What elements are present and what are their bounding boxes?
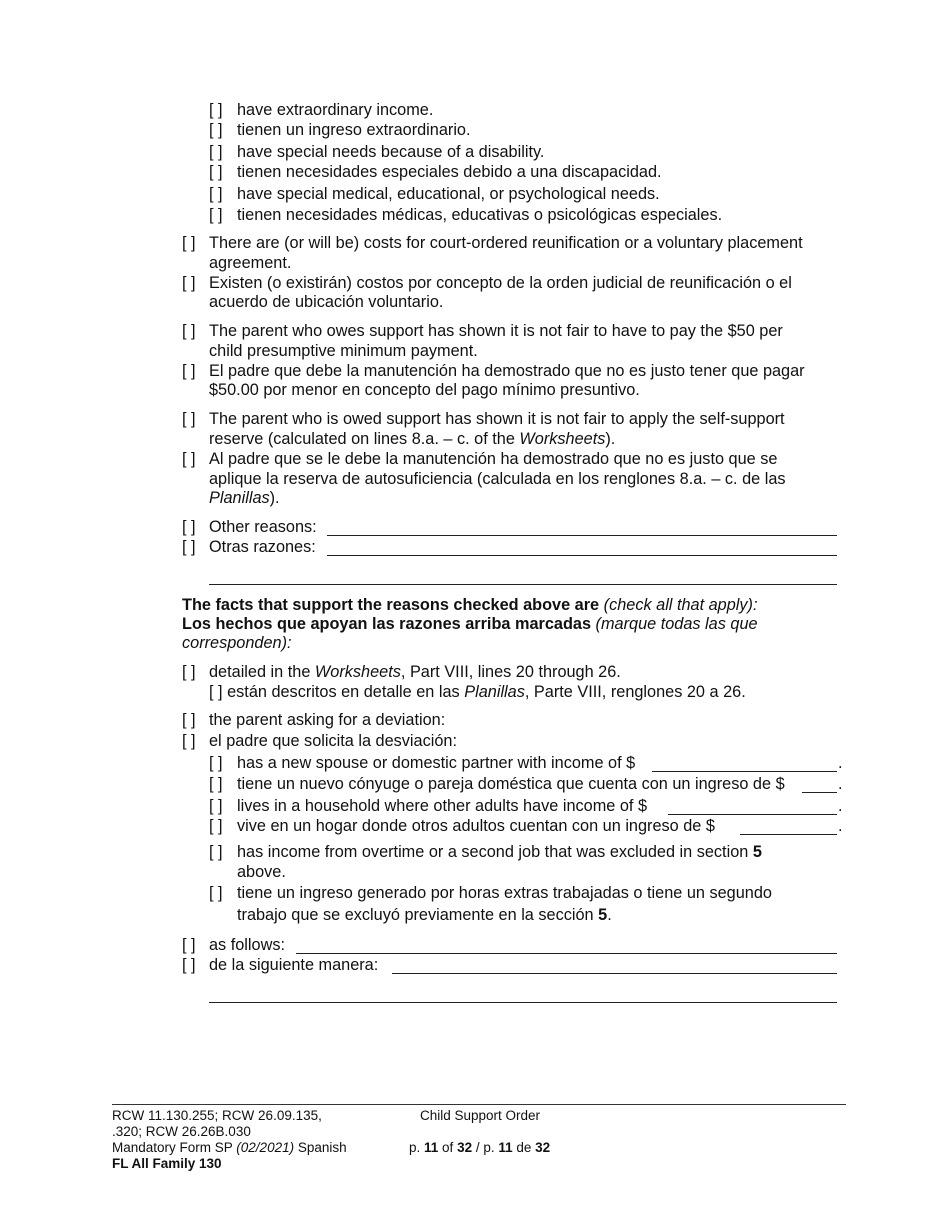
text-segment: 32 bbox=[457, 1140, 473, 1155]
text-segment: , Parte VIII, renglones 20 a 26. bbox=[524, 683, 746, 701]
text-segment: p. bbox=[409, 1140, 425, 1155]
list-item: have extraordinary income. bbox=[237, 101, 434, 119]
checkbox[interactable]: [ ] bbox=[182, 518, 196, 536]
planillas-ref: Planillas bbox=[464, 683, 525, 701]
checkbox[interactable]: [ ] bbox=[182, 322, 196, 340]
spouse-income-field-es[interactable] bbox=[802, 792, 837, 793]
text-segment: Mandatory Form SP bbox=[112, 1140, 237, 1155]
footer-rcw: RCW 11.130.255; RCW 26.09.135, bbox=[112, 1108, 322, 1123]
text-segment: de bbox=[512, 1140, 536, 1155]
checkbox[interactable]: [ ] bbox=[209, 797, 223, 815]
checkbox[interactable]: [ ] bbox=[209, 843, 223, 861]
spouse-income-field-en[interactable] bbox=[652, 771, 837, 772]
text-segment: The facts that support the reasons checked above are bbox=[182, 596, 600, 614]
list-item: have special needs because of a disability. bbox=[237, 143, 545, 161]
self-support-text-es-cont2 bbox=[209, 489, 280, 508]
other-reasons-field[interactable] bbox=[327, 535, 837, 536]
checkbox[interactable]: [ ] bbox=[182, 274, 196, 292]
planillas-ref: Planillas bbox=[209, 489, 270, 507]
minimum-payment-text-en: The parent who owes support has shown it is not fair to have to pay the $50 per bbox=[209, 322, 783, 340]
overtime-text-en-cont: above. bbox=[237, 863, 286, 881]
period: . bbox=[838, 797, 843, 815]
list-item: tienen necesidades médicas, educativas o psicológicas especiales. bbox=[237, 206, 723, 224]
checkbox[interactable]: [ ] bbox=[182, 234, 196, 252]
facts-heading-es-cont: corresponden): bbox=[182, 634, 292, 652]
spouse-income-label-es: tiene un nuevo cónyuge o pareja doméstica que cuenta con un ingreso de $ bbox=[237, 775, 785, 793]
checkbox[interactable]: [ ] bbox=[182, 711, 196, 729]
overtime-text-es-cont bbox=[237, 906, 612, 925]
household-income-field-es[interactable] bbox=[740, 834, 837, 835]
checkbox[interactable]: [ ] bbox=[182, 362, 196, 380]
deviation-text-en: the parent asking for a deviation: bbox=[209, 711, 446, 729]
list-item: have special medical, educational, or psychological needs. bbox=[237, 185, 660, 203]
checkbox[interactable]: [ ] bbox=[182, 410, 196, 428]
checkbox[interactable]: [ ] bbox=[182, 663, 196, 681]
section-number: 5 bbox=[598, 906, 608, 924]
text-segment: / p. bbox=[472, 1140, 499, 1155]
text-segment: , Part VIII, lines 20 through 26. bbox=[400, 663, 621, 681]
checkbox[interactable]: [ ] bbox=[209, 163, 223, 181]
text-segment: (check all that apply): bbox=[603, 596, 758, 614]
checkbox[interactable]: [ ] bbox=[182, 732, 196, 750]
checkbox[interactable]: [ ] bbox=[209, 185, 223, 203]
otras-razones-field[interactable] bbox=[327, 555, 837, 556]
text-segment: Spanish bbox=[294, 1140, 347, 1155]
text-segment: ). bbox=[269, 489, 280, 507]
text-segment: . bbox=[607, 906, 612, 924]
checkbox[interactable]: [ ] bbox=[182, 956, 196, 974]
self-support-text-es-cont: aplique la reserva de autosuficiencia (calculada en los renglones 8.a. – c. de las bbox=[209, 470, 786, 488]
siguiente-manera-label: de la siguiente manera: bbox=[209, 956, 379, 974]
worksheets-text-es bbox=[209, 683, 746, 702]
period: . bbox=[838, 775, 843, 793]
household-income-label-es: vive en un hogar donde otros adultos cuentan con un ingreso de $ bbox=[237, 817, 715, 835]
text-segment: ). bbox=[605, 430, 616, 448]
footer-title: Child Support Order bbox=[420, 1108, 541, 1123]
siguiente-manera-field[interactable] bbox=[392, 973, 837, 974]
self-support-text-en-cont bbox=[209, 430, 615, 449]
form-date: (02/2021) bbox=[236, 1140, 295, 1155]
reunification-text-es: Existen (o existirán) costos por concepto de la orden judicial de reunificación o el bbox=[209, 274, 792, 292]
otras-razones-label: Otras razones: bbox=[209, 538, 316, 556]
period: . bbox=[838, 754, 843, 772]
checkbox[interactable]: [ ] bbox=[209, 817, 223, 835]
as-follows-extra-line[interactable] bbox=[209, 1002, 837, 1003]
text-segment: reserve (calculated on lines 8.a. – c. of the bbox=[209, 430, 520, 448]
other-reasons-extra-line[interactable] bbox=[209, 584, 837, 585]
text-segment: has income from overtime or a second job that was excluded in section bbox=[237, 843, 753, 861]
deviation-text-es: el padre que solicita la desviación: bbox=[209, 732, 457, 750]
text-segment: Los hechos que apoyan las razones arriba marcadas bbox=[182, 615, 592, 633]
self-support-text-en: The parent who is owed support has shown it is not fair to apply the self-support bbox=[209, 410, 785, 428]
text-segment: 11 bbox=[424, 1140, 439, 1155]
reunification-text-en: There are (or will be) costs for court-ordered reunification or a voluntary placement bbox=[209, 234, 803, 252]
spouse-income-label-en: has a new spouse or domestic partner with income of $ bbox=[237, 754, 636, 772]
self-support-text-es: Al padre que se le debe la manutención ha demostrado que no es justo que se bbox=[209, 450, 778, 468]
worksheets-ref: Worksheets bbox=[314, 663, 401, 681]
overtime-text-es: tiene un ingreso generado por horas extras trabajadas o tiene un segundo bbox=[237, 884, 772, 902]
checkbox[interactable]: [ ] bbox=[209, 121, 223, 139]
footer-form bbox=[112, 1140, 347, 1156]
checkbox[interactable]: [ ] bbox=[209, 206, 223, 224]
checkbox[interactable]: [ ] bbox=[209, 754, 223, 772]
checkbox[interactable]: [ ] bbox=[209, 143, 223, 161]
checkbox[interactable]: [ ] bbox=[209, 884, 223, 902]
minimum-payment-text-es-cont: $50.00 por menor en concepto del pago mínimo presuntivo. bbox=[209, 381, 640, 399]
text-segment: detailed in the bbox=[209, 663, 315, 681]
footer-form-id: FL All Family 130 bbox=[112, 1156, 222, 1171]
text-segment: trabajo que se excluyó previamente en la sección bbox=[237, 906, 599, 924]
checkbox[interactable]: [ ] bbox=[182, 936, 196, 954]
other-reasons-label: Other reasons: bbox=[209, 518, 317, 536]
checkbox[interactable]: [ ] bbox=[182, 450, 196, 468]
list-item: tienen necesidades especiales debido a una discapacidad. bbox=[237, 163, 662, 181]
worksheets-text-en bbox=[209, 663, 621, 682]
page-number bbox=[409, 1140, 550, 1156]
overtime-text-en bbox=[237, 843, 762, 862]
checkbox[interactable]: [ ] bbox=[182, 538, 196, 556]
as-follows-label: as follows: bbox=[209, 936, 286, 954]
worksheets-ref: Worksheets bbox=[519, 430, 606, 448]
text-segment[interactable]: [ ] están descritos en detalle en las bbox=[209, 683, 465, 701]
text-segment: (marque todas las que bbox=[595, 615, 758, 633]
footer-rcw-cont: .320; RCW 26.26B.030 bbox=[112, 1124, 251, 1139]
reunification-text-es-cont: acuerdo de ubicación voluntario. bbox=[209, 293, 444, 311]
household-income-label-en: lives in a household where other adults have income of $ bbox=[237, 797, 647, 815]
reunification-text-en-cont: agreement. bbox=[209, 254, 292, 272]
checkbox[interactable]: [ ] bbox=[209, 101, 223, 119]
facts-heading-es bbox=[182, 615, 758, 634]
text-segment: 11 bbox=[498, 1140, 513, 1155]
household-income-field-en[interactable] bbox=[668, 814, 837, 815]
facts-heading-en bbox=[182, 596, 758, 615]
footer-divider bbox=[112, 1104, 846, 1105]
checkbox[interactable]: [ ] bbox=[209, 775, 223, 793]
minimum-payment-text-en-cont: child presumptive minimum payment. bbox=[209, 342, 478, 360]
as-follows-field[interactable] bbox=[296, 953, 837, 954]
minimum-payment-text-es: El padre que debe la manutención ha demostrado que no es justo tener que pagar bbox=[209, 362, 805, 380]
list-item: tienen un ingreso extraordinario. bbox=[237, 121, 471, 139]
text-segment: 32 bbox=[535, 1140, 551, 1155]
section-number: 5 bbox=[752, 843, 762, 861]
period: . bbox=[838, 817, 843, 835]
text-segment: of bbox=[438, 1140, 458, 1155]
